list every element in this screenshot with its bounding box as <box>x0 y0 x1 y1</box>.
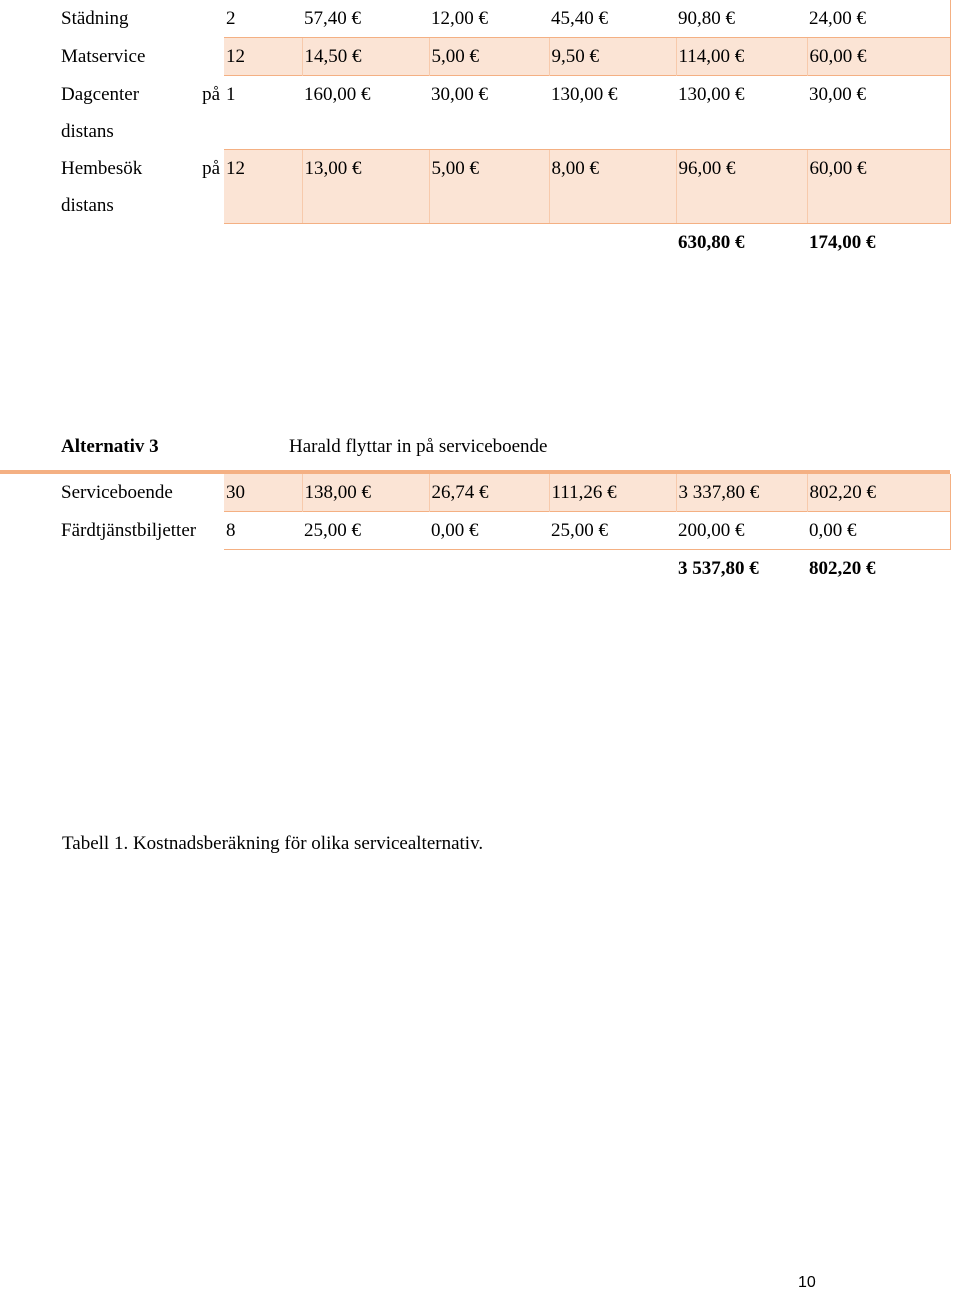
table-row <box>57 38 950 76</box>
cost-cell: 138,00 € <box>302 474 429 512</box>
cost-cell: 13,00 € <box>302 150 429 224</box>
table-caption: Tabell 1. Kostnadsberäkning för olika servicealternativ. <box>62 833 484 854</box>
cost-cell: 30,00 € <box>807 76 950 150</box>
cost-cell: 57,40 € <box>304 8 361 29</box>
total-cell: 630,80 € <box>678 232 745 253</box>
cost-cell: 45,40 € <box>551 8 608 29</box>
count-cell: 8 <box>224 512 302 550</box>
cost-cell: 200,00 € <box>676 512 807 550</box>
count-cell: 30 <box>224 474 302 512</box>
total-cell: 802,20 € <box>809 558 876 579</box>
count-cell: 12 <box>224 150 302 224</box>
total-row <box>57 224 950 262</box>
section-header <box>57 432 950 468</box>
cost-cell: 90,80 € <box>678 8 735 29</box>
cost-cell: 8,00 € <box>549 150 676 224</box>
count-cell: 12 <box>224 38 302 76</box>
table-row <box>57 150 950 224</box>
row-label: Matservice <box>61 45 146 67</box>
cost-cell: 60,00 € <box>807 150 950 224</box>
cost-cell: 14,50 € <box>302 38 429 76</box>
row-label: Dagcenter på distans <box>61 83 220 142</box>
cost-cell: 12,00 € <box>431 8 488 29</box>
cost-table-bottom <box>57 474 951 587</box>
cost-cell: 26,74 € <box>429 474 549 512</box>
row-label: Städning <box>61 8 129 29</box>
cost-cell: 30,00 € <box>429 76 549 150</box>
count-cell: 1 <box>224 76 302 150</box>
total-cell: 3 537,80 € <box>678 558 759 579</box>
cost-cell: 25,00 € <box>549 512 676 550</box>
section-title: Alternativ 3 <box>61 436 159 457</box>
page-number: 10 <box>798 1274 816 1291</box>
count-cell: 2 <box>226 8 236 29</box>
cost-cell: 5,00 € <box>429 150 549 224</box>
total-row <box>57 550 950 588</box>
cost-cell: 3 337,80 € <box>676 474 807 512</box>
row-label: Hembesök på distans <box>61 157 220 216</box>
cost-cell: 130,00 € <box>676 76 807 150</box>
cost-cell: 24,00 € <box>807 0 950 38</box>
table-row <box>57 474 950 512</box>
cost-cell: 114,00 € <box>676 38 807 76</box>
row-label: Färdtjänstbiljetter <box>61 519 197 541</box>
cost-cell: 802,20 € <box>807 474 950 512</box>
table-row <box>57 0 950 38</box>
total-cell: 174,00 € <box>809 232 876 253</box>
cost-cell: 0,00 € <box>807 512 950 550</box>
row-label: Serviceboende <box>61 482 173 503</box>
section-description: Harald flyttar in på serviceboende <box>289 436 548 457</box>
cost-cell: 25,00 € <box>302 512 429 550</box>
cost-cell: 0,00 € <box>429 512 549 550</box>
cost-cell: 9,50 € <box>549 38 676 76</box>
table-row <box>57 76 950 150</box>
cost-cell: 96,00 € <box>676 150 807 224</box>
cost-cell: 5,00 € <box>429 38 549 76</box>
cost-cell: 160,00 € <box>302 76 429 150</box>
cost-cell: 60,00 € <box>807 38 950 76</box>
table-row <box>57 512 950 550</box>
cost-cell: 130,00 € <box>549 76 676 150</box>
cost-cell: 111,26 € <box>549 474 676 512</box>
cost-table-top <box>57 0 951 261</box>
